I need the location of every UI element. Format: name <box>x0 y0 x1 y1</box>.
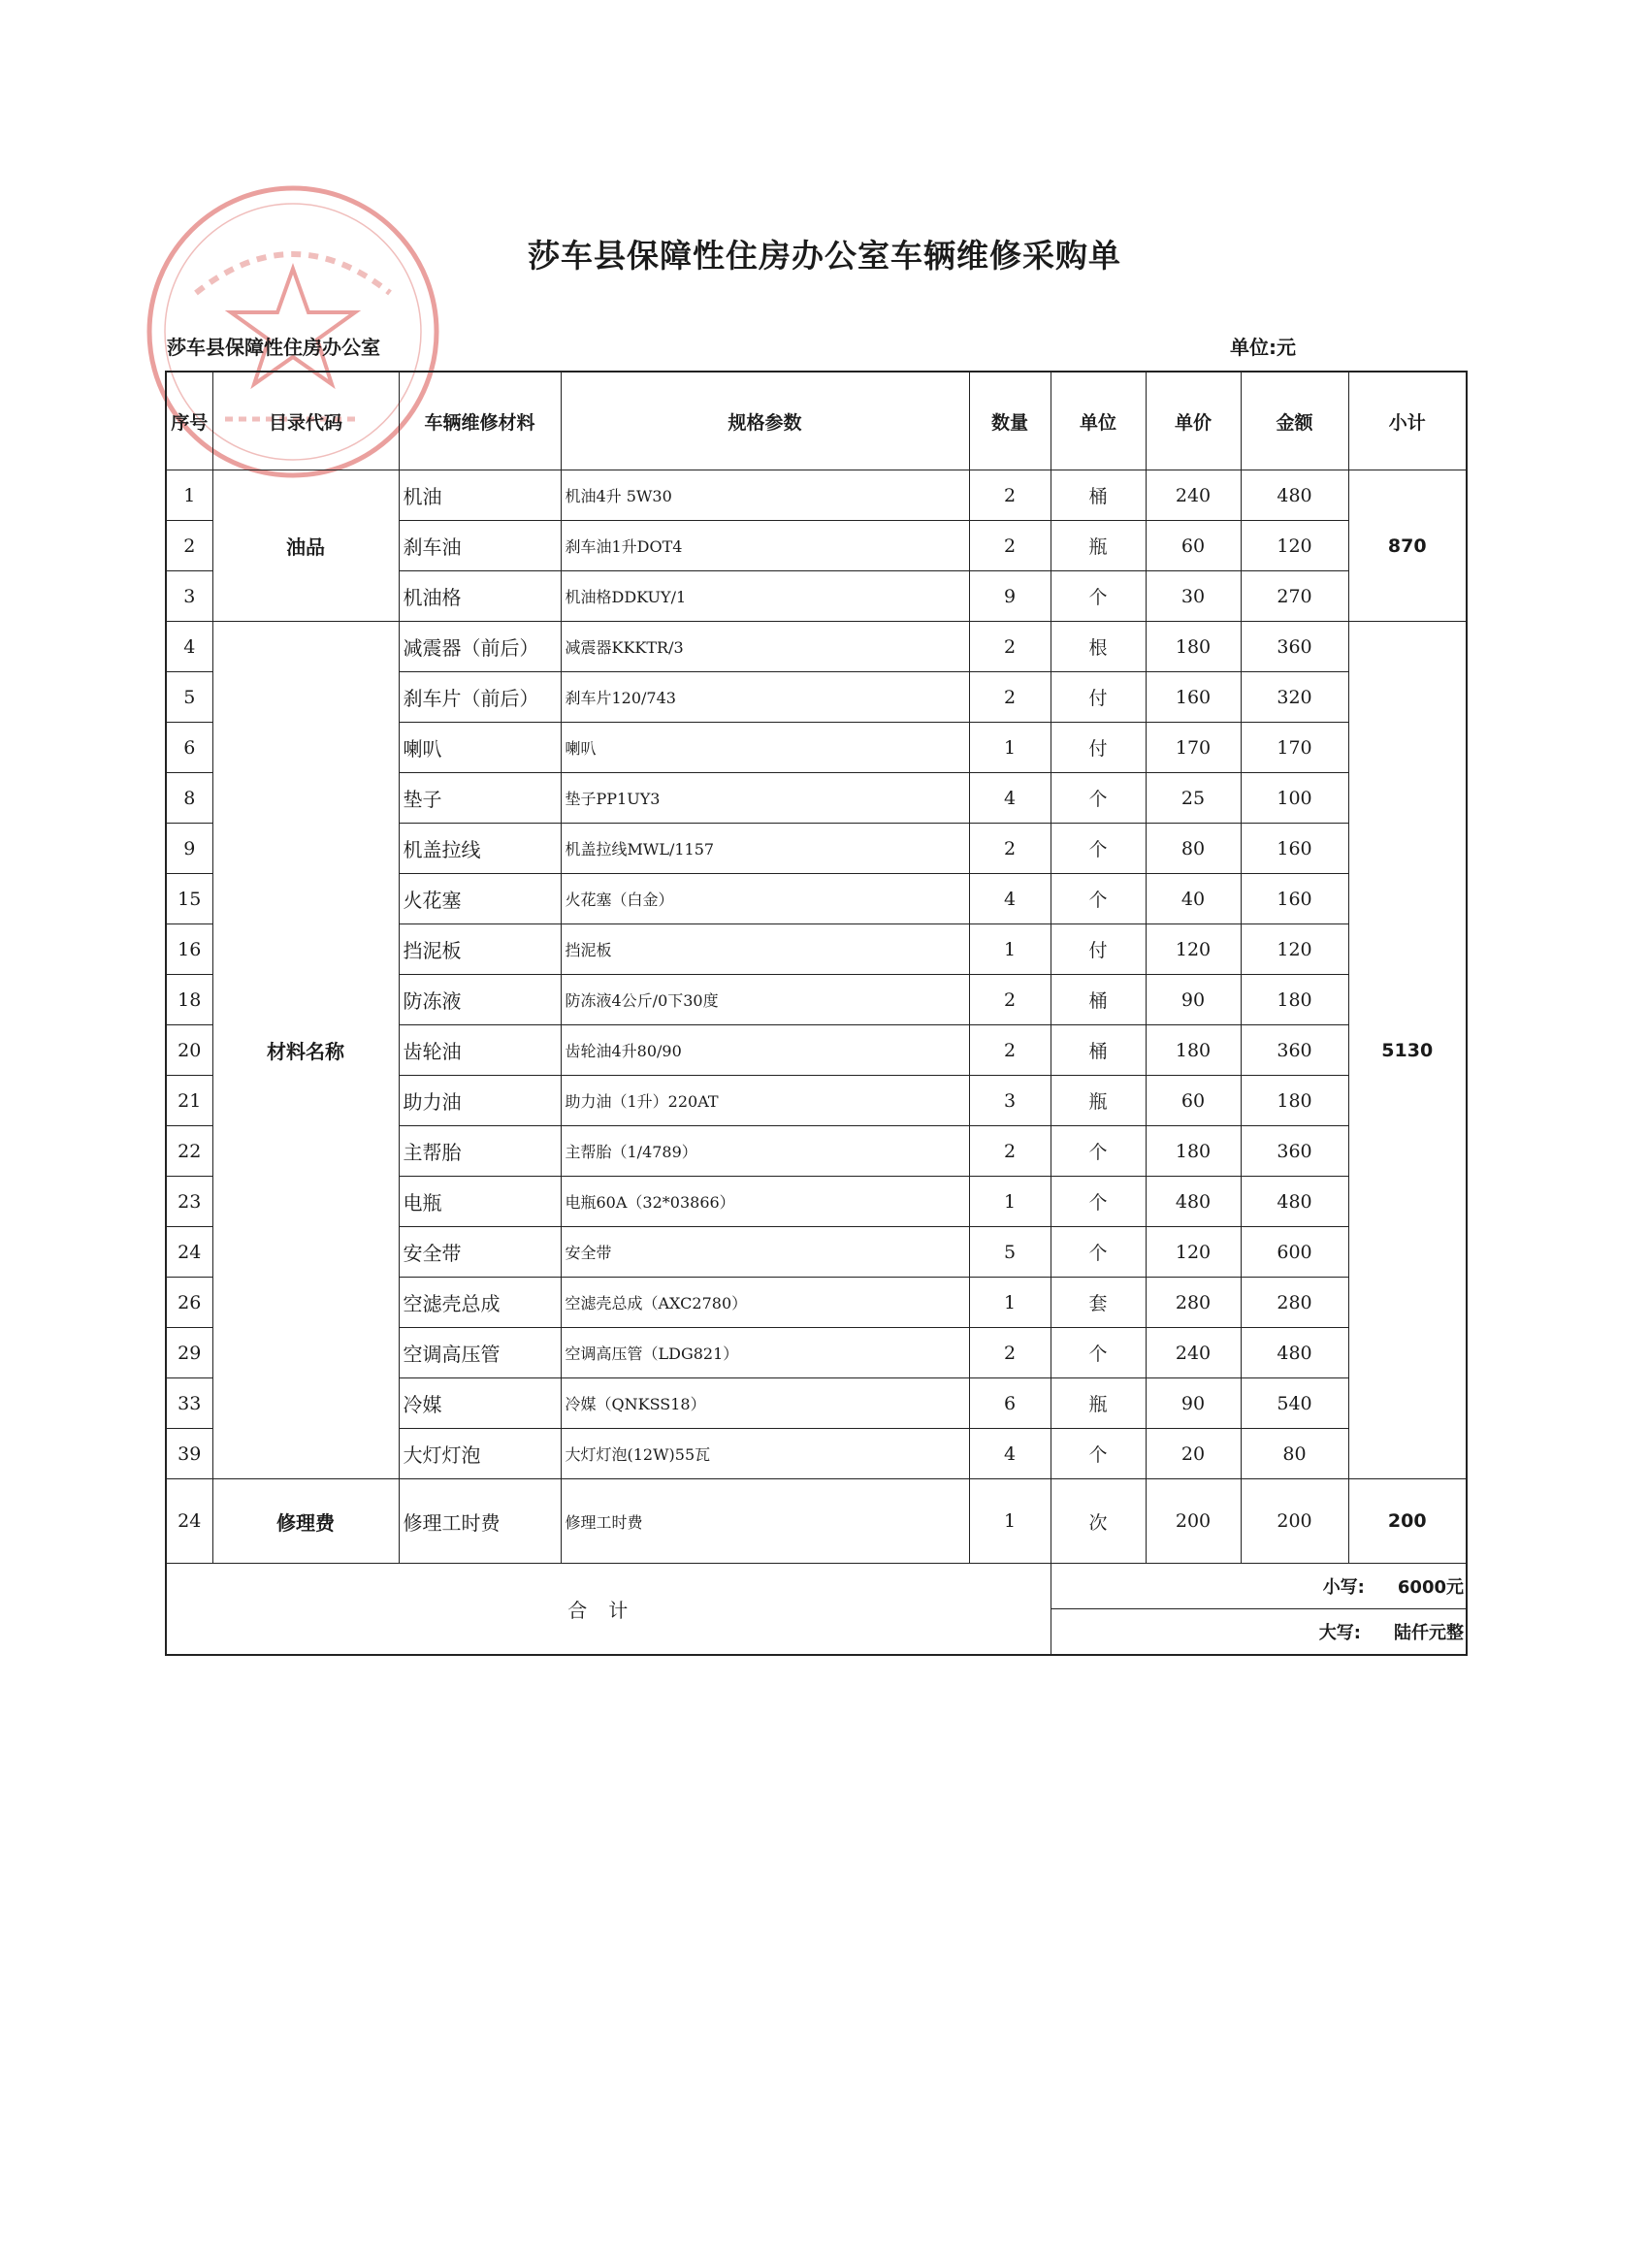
item-amount: 360 <box>1241 1025 1348 1076</box>
item-unit: 瓶 <box>1051 1076 1146 1126</box>
item-unit: 套 <box>1051 1278 1146 1328</box>
item-amount: 120 <box>1241 521 1348 571</box>
item-name: 电瓶 <box>399 1177 561 1227</box>
total-small <box>1051 1564 1467 1609</box>
item-spec: 齿轮油4升80/90 <box>561 1025 969 1076</box>
item-unit: 个 <box>1051 1227 1146 1278</box>
item-qty: 6 <box>969 1378 1051 1429</box>
item-price: 200 <box>1146 1479 1241 1564</box>
item-amount: 180 <box>1241 1076 1348 1126</box>
item-unit: 个 <box>1051 1429 1146 1479</box>
item-unit: 桶 <box>1051 470 1146 521</box>
subtotal-oil: 870 <box>1348 470 1467 622</box>
item-name: 机油 <box>399 470 561 521</box>
item-price: 180 <box>1146 1126 1241 1177</box>
item-unit: 个 <box>1051 571 1146 622</box>
item-price: 240 <box>1146 1328 1241 1378</box>
group-oil: 油品 <box>212 470 399 622</box>
row-number: 24 <box>166 1479 212 1564</box>
item-qty: 2 <box>969 672 1051 723</box>
header-cell: 规格参数 <box>561 372 969 470</box>
row-number: 16 <box>166 924 212 975</box>
item-qty: 2 <box>969 824 1051 874</box>
header-cell: 目录代码 <box>212 372 399 470</box>
item-unit: 根 <box>1051 622 1146 672</box>
item-qty: 1 <box>969 1479 1051 1564</box>
currency-unit: 单位:元 <box>1230 336 1296 359</box>
item-price: 30 <box>1146 571 1241 622</box>
item-amount: 180 <box>1241 975 1348 1025</box>
item-spec: 防冻液4公斤/0下30度 <box>561 975 969 1025</box>
organization-name: 莎车县保障性住房办公室 <box>167 336 380 359</box>
item-qty: 2 <box>969 975 1051 1025</box>
item-price: 180 <box>1146 1025 1241 1076</box>
item-name: 刹车油 <box>399 521 561 571</box>
item-name: 主帮胎 <box>399 1126 561 1177</box>
item-amount: 170 <box>1241 723 1348 773</box>
item-amount: 200 <box>1241 1479 1348 1564</box>
item-qty: 2 <box>969 470 1051 521</box>
item-spec: 空滤壳总成（AXC2780） <box>561 1278 969 1328</box>
item-price: 60 <box>1146 521 1241 571</box>
item-unit: 付 <box>1051 924 1146 975</box>
item-name: 减震器（前后） <box>399 622 561 672</box>
item-name: 火花塞 <box>399 874 561 924</box>
item-price: 25 <box>1146 773 1241 824</box>
item-unit: 个 <box>1051 874 1146 924</box>
table-row <box>166 470 1467 521</box>
item-price: 480 <box>1146 1177 1241 1227</box>
item-name: 机盖拉线 <box>399 824 561 874</box>
item-price: 20 <box>1146 1429 1241 1479</box>
row-number: 29 <box>166 1328 212 1378</box>
item-spec: 空调高压管（LDG821） <box>561 1328 969 1378</box>
header-cell: 小计 <box>1348 372 1467 470</box>
header-cell: 数量 <box>969 372 1051 470</box>
item-unit: 付 <box>1051 672 1146 723</box>
row-number: 5 <box>166 672 212 723</box>
item-spec: 减震器KKKTR/3 <box>561 622 969 672</box>
item-spec: 挡泥板 <box>561 924 969 975</box>
header-cell: 序号 <box>166 372 212 470</box>
item-spec: 刹车片120/743 <box>561 672 969 723</box>
item-spec: 机油格DDKUY/1 <box>561 571 969 622</box>
item-price: 120 <box>1146 1227 1241 1278</box>
item-amount: 120 <box>1241 924 1348 975</box>
item-unit: 桶 <box>1051 975 1146 1025</box>
total-small-value: 6000元 <box>1397 1577 1464 1598</box>
item-name: 大灯灯泡 <box>399 1429 561 1479</box>
row-number: 39 <box>166 1429 212 1479</box>
total-big-label: 大写: <box>1318 1623 1361 1643</box>
row-number: 1 <box>166 470 212 521</box>
header-cell: 金额 <box>1241 372 1348 470</box>
item-amount: 540 <box>1241 1378 1348 1429</box>
item-unit: 个 <box>1051 824 1146 874</box>
item-unit: 个 <box>1051 1126 1146 1177</box>
row-number: 3 <box>166 571 212 622</box>
item-qty: 1 <box>969 1177 1051 1227</box>
row-number: 22 <box>166 1126 212 1177</box>
item-qty: 2 <box>969 1126 1051 1177</box>
row-number: 6 <box>166 723 212 773</box>
item-amount: 320 <box>1241 672 1348 723</box>
item-name: 修理工时费 <box>399 1479 561 1564</box>
total-label: 合计 <box>166 1564 1051 1656</box>
item-name: 刹车片（前后） <box>399 672 561 723</box>
row-number: 2 <box>166 521 212 571</box>
subtotal-repair: 200 <box>1348 1479 1467 1564</box>
item-price: 240 <box>1146 470 1241 521</box>
header-cell: 单价 <box>1146 372 1241 470</box>
item-amount: 160 <box>1241 824 1348 874</box>
total-small-label: 小写: <box>1322 1577 1365 1598</box>
item-amount: 360 <box>1241 622 1348 672</box>
item-name: 助力油 <box>399 1076 561 1126</box>
item-unit: 个 <box>1051 773 1146 824</box>
item-unit: 个 <box>1051 1177 1146 1227</box>
item-name: 挡泥板 <box>399 924 561 975</box>
item-qty: 4 <box>969 874 1051 924</box>
total-big-value: 陆仟元整 <box>1394 1623 1464 1643</box>
item-name: 齿轮油 <box>399 1025 561 1076</box>
row-number: 15 <box>166 874 212 924</box>
table-row-repair <box>166 1479 1467 1564</box>
row-number: 33 <box>166 1378 212 1429</box>
item-price: 280 <box>1146 1278 1241 1328</box>
table-row <box>166 622 1467 672</box>
header-cell: 单位 <box>1051 372 1146 470</box>
item-unit: 瓶 <box>1051 521 1146 571</box>
row-number: 4 <box>166 622 212 672</box>
item-amount: 600 <box>1241 1227 1348 1278</box>
item-qty: 1 <box>969 723 1051 773</box>
item-amount: 280 <box>1241 1278 1348 1328</box>
item-name: 空滤壳总成 <box>399 1278 561 1328</box>
item-spec: 喇叭 <box>561 723 969 773</box>
item-amount: 480 <box>1241 470 1348 521</box>
item-price: 80 <box>1146 824 1241 874</box>
item-qty: 4 <box>969 1429 1051 1479</box>
item-name: 垫子 <box>399 773 561 824</box>
subtotal-material: 5130 <box>1348 622 1467 1479</box>
row-number: 8 <box>166 773 212 824</box>
row-number: 23 <box>166 1177 212 1227</box>
item-amount: 270 <box>1241 571 1348 622</box>
header-row <box>166 372 1467 470</box>
item-name: 安全带 <box>399 1227 561 1278</box>
item-qty: 2 <box>969 622 1051 672</box>
row-number: 24 <box>166 1227 212 1278</box>
item-price: 60 <box>1146 1076 1241 1126</box>
item-unit: 次 <box>1051 1479 1146 1564</box>
item-qty: 2 <box>969 1328 1051 1378</box>
item-unit: 桶 <box>1051 1025 1146 1076</box>
purchase-table <box>165 371 1468 1656</box>
item-spec: 大灯灯泡(12W)55瓦 <box>561 1429 969 1479</box>
item-name: 机油格 <box>399 571 561 622</box>
item-amount: 480 <box>1241 1177 1348 1227</box>
group-repair: 修理费 <box>212 1479 399 1564</box>
page-title: 莎车县保障性住房办公室车辆维修采购单 <box>528 237 1121 275</box>
item-price: 40 <box>1146 874 1241 924</box>
row-number: 21 <box>166 1076 212 1126</box>
item-qty: 1 <box>969 1278 1051 1328</box>
item-price: 90 <box>1146 1378 1241 1429</box>
item-price: 160 <box>1146 672 1241 723</box>
item-qty: 2 <box>969 1025 1051 1076</box>
item-qty: 2 <box>969 521 1051 571</box>
row-number: 18 <box>166 975 212 1025</box>
item-name: 喇叭 <box>399 723 561 773</box>
item-spec: 修理工时费 <box>561 1479 969 1564</box>
item-name: 冷媒 <box>399 1378 561 1429</box>
group-material: 材料名称 <box>212 622 399 1479</box>
item-unit: 个 <box>1051 1328 1146 1378</box>
item-amount: 480 <box>1241 1328 1348 1378</box>
item-qty: 5 <box>969 1227 1051 1278</box>
row-number: 26 <box>166 1278 212 1328</box>
item-price: 170 <box>1146 723 1241 773</box>
item-spec: 助力油（1升）220AT <box>561 1076 969 1126</box>
header-cell: 车辆维修材料 <box>399 372 561 470</box>
item-name: 空调高压管 <box>399 1328 561 1378</box>
item-spec: 机盖拉线MWL/1157 <box>561 824 969 874</box>
item-qty: 4 <box>969 773 1051 824</box>
item-spec: 火花塞（白金） <box>561 874 969 924</box>
item-amount: 80 <box>1241 1429 1348 1479</box>
item-qty: 9 <box>969 571 1051 622</box>
total-row <box>166 1564 1467 1609</box>
item-spec: 安全带 <box>561 1227 969 1278</box>
item-name: 防冻液 <box>399 975 561 1025</box>
item-spec: 垫子PP1UY3 <box>561 773 969 824</box>
total-big <box>1051 1609 1467 1656</box>
item-price: 90 <box>1146 975 1241 1025</box>
item-spec: 电瓶60A（32*03866） <box>561 1177 969 1227</box>
item-qty: 1 <box>969 924 1051 975</box>
item-spec: 主帮胎（1/4789） <box>561 1126 969 1177</box>
item-price: 180 <box>1146 622 1241 672</box>
item-unit: 瓶 <box>1051 1378 1146 1429</box>
item-qty: 3 <box>969 1076 1051 1126</box>
item-spec: 冷媒（QNKSS18） <box>561 1378 969 1429</box>
item-amount: 160 <box>1241 874 1348 924</box>
item-unit: 付 <box>1051 723 1146 773</box>
item-price: 120 <box>1146 924 1241 975</box>
item-spec: 机油4升 5W30 <box>561 470 969 521</box>
item-spec: 刹车油1升DOT4 <box>561 521 969 571</box>
row-number: 9 <box>166 824 212 874</box>
item-amount: 100 <box>1241 773 1348 824</box>
row-number: 20 <box>166 1025 212 1076</box>
item-amount: 360 <box>1241 1126 1348 1177</box>
